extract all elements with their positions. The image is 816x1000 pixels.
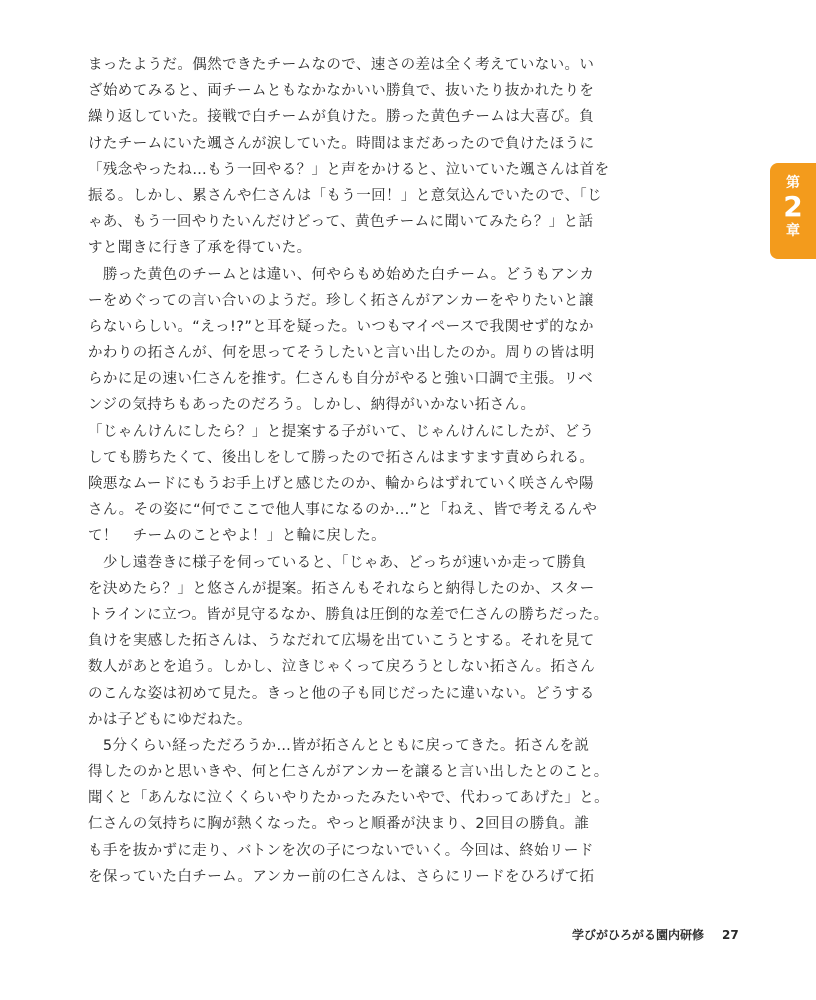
text-line: を決めたら？」と悠さんが提案。拓さんもそれならと納得したのか、スター xyxy=(88,580,595,597)
page-footer xyxy=(572,925,739,945)
text-line: らないらしい。“えっ!?”と耳を疑った。いつもマイペースで我関せず的なか xyxy=(88,318,594,335)
text-line: らかに足の速い仁さんを推す。仁さんも自分がやると強い口調で主張。リベ xyxy=(88,371,594,388)
body-text xyxy=(88,52,610,890)
text-line: ンジの気持ちもあったのだろう。しかし、納得がいかない拓さん。 xyxy=(88,397,536,414)
text-line: 勝った黄色のチームとは違い、何やらもめ始めた白チーム。どうもアンカ xyxy=(88,266,595,283)
text-line: ーをめぐっての言い合いのようだ。珍しく拓さんがアンカーをやりたいと譲 xyxy=(88,292,594,309)
chapter-suffix: 章 xyxy=(786,223,800,239)
text-line: 負けを実感した拓さんは、うなだれて広場を出ていこうとする。それを見て xyxy=(88,633,595,650)
text-line: 仁さんの気持ちに胸が熱くなった。やっと順番が決まり、2回目の勝負。誰 xyxy=(88,816,590,833)
book-title: 学びがひろがる園内研修 xyxy=(572,928,705,942)
chapter-number: 2 xyxy=(783,190,803,223)
text-line: ゃあ、もう一回やりたいんだけどって、黄色チームに聞いてみたら？」と話 xyxy=(88,214,594,231)
text-line: も手を抜かずに走り、バトンを次の子につないでいく。今回は、終始リード xyxy=(88,842,594,859)
text-line: を保っていた白チーム。アンカー前の仁さんは、さらにリードをひろげて拓 xyxy=(88,868,595,885)
text-line: 数人があとを追う。しかし、泣きじゃくって戻ろうとしない拓さん。拓さん xyxy=(88,659,596,676)
text-line: 険悪なムードにもうお手上げと感じたのか、輪からはずれていく咲さんや陽 xyxy=(88,476,594,492)
text-line: 少し遠巻きに様子を伺っていると、「じゃあ、どっちが速いか走って勝負 xyxy=(88,554,587,571)
text-line: すと聞きに行き了承を得ていた。 xyxy=(88,240,312,257)
text-line: 聞くと「あんなに泣くくらいやりたかったみたいやで、代わってあげた」と。 xyxy=(88,790,610,807)
text-line: トラインに立つ。皆が見守るなか、勝負は圧倒的な差で仁さんの勝ちだった。 xyxy=(88,606,609,623)
text-line: のこんな姿は初めて見た。きっと他の子も同じだったに違いない。どうする xyxy=(88,685,595,702)
chapter-tab xyxy=(770,163,816,259)
text-line: 得したのかと思いきや、何と仁さんがアンカーを譲ると言い出したとのこと。 xyxy=(88,764,609,781)
text-line: て！ チームのことやよ！」と輪に戻した。 xyxy=(88,528,386,545)
text-line: 振る。しかし、累さんや仁さんは「もう一回！」と意気込んでいたので、「じ xyxy=(88,187,602,204)
text-line: 「じゃんけんにしたら？」と提案する子がいて、じゃんけんにしたが、どう xyxy=(88,423,595,440)
text-line: 「残念やったね…もう一回やる？」と声をかけると、泣いていた颯さんは首を xyxy=(88,161,610,178)
text-line: さん。その姿に“何でここで他人事になるのか…”と「ねえ、皆で考えるんや xyxy=(88,502,598,519)
chapter-prefix: 第 xyxy=(786,175,800,191)
text-line: 5分くらい経っただろうか…皆が拓さんとともに戻ってきた。拓さんを説 xyxy=(88,737,590,754)
text-line: けたチームにいた颯さんが涙していた。時間はまだあったので負けたほうに xyxy=(88,135,595,152)
page-number: 27 xyxy=(722,928,739,942)
text-line: しても勝ちたくて、後出しをして勝ったので拓さんはますます責められる。 xyxy=(88,449,595,466)
text-line: かは子どもにゆだねた。 xyxy=(88,711,252,728)
text-line: まったようだ。偶然できたチームなので、速さの差は全く考えていない。い xyxy=(88,57,595,73)
text-line: ざ始めてみると、両チームともなかなかいい勝負で、抜いたり抜かれたりを xyxy=(88,83,595,100)
text-line: 繰り返していた。接戦で白チームが負けた。勝った黄色チームは大喜び。負 xyxy=(88,109,595,126)
text-line: かわりの拓さんが、何を思ってそうしたいと言い出したのか。周りの皆は明 xyxy=(88,345,595,362)
